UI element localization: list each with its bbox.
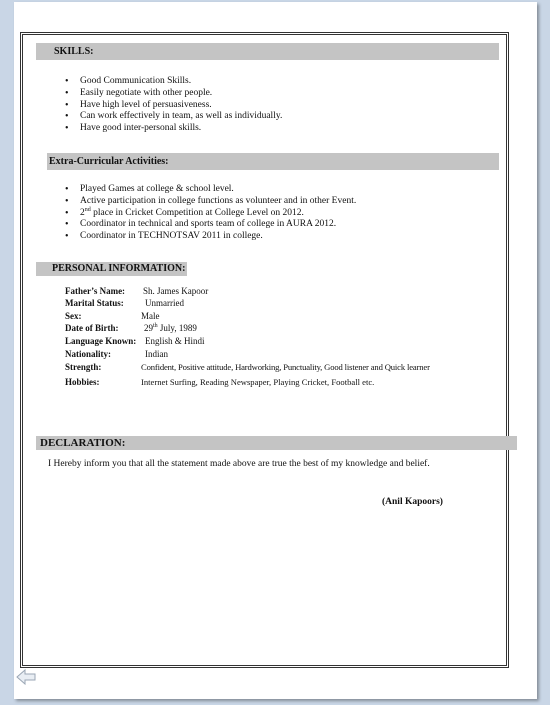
fathers-name-label: Father’s Name: — [65, 286, 126, 296]
list-item: • Played Games at college & school level. — [65, 184, 356, 196]
sex-value: Male — [141, 311, 160, 321]
extra-heading: Extra-Curricular Activities: — [49, 156, 169, 167]
sex-label: Sex: — [65, 311, 82, 321]
list-item: • Easily negotiate with other people. — [65, 88, 282, 100]
skills-heading: SKILLS: — [54, 46, 94, 57]
strength-value: Confident, Positive attitude, Hardworking, Punctuality, Good listener and Quick learner — [141, 362, 430, 372]
hobbies-label: Hobbies: — [65, 377, 100, 387]
dob-label: Date of Birth: — [65, 323, 119, 333]
signature: (Anil Kapoors) — [382, 497, 443, 507]
list-item: • Have high level of persuasiveness. — [65, 100, 282, 112]
list-item: • Active participation in college functions as volunteer and in other Event. — [65, 196, 356, 208]
list-item: • Coordinator in technical and sports team of college in AURA 2012. — [65, 219, 356, 231]
personal-heading-bar — [36, 262, 187, 276]
list-item: • Good Communication Skills. — [65, 76, 282, 88]
skills-heading-bar — [36, 43, 499, 60]
strength-label: Strength: — [65, 362, 102, 372]
personal-heading: PERSONAL INFORMATION: — [52, 263, 186, 274]
dob-value: 29th July, 1989 — [144, 323, 197, 333]
language-label: Language Known: — [65, 336, 137, 346]
marital-status-label: Marital Status: — [65, 298, 124, 308]
declaration-text: I Hereby inform you that all the statement made above are true the best of my knowledge and belief. — [48, 459, 430, 469]
back-arrow-icon[interactable] — [16, 669, 36, 685]
nationality-label: Nationality: — [65, 349, 111, 359]
list-item: • Coordinator in TECHNOTSAV 2011 in college. — [65, 231, 356, 243]
fathers-name-value: Sh. James Kapoor — [143, 286, 209, 296]
hobbies-value: Internet Surfing, Reading Newspaper, Playing Cricket, Football etc. — [141, 377, 375, 387]
list-item: • 2nd place in Cricket Competition at College Level on 2012. — [65, 208, 356, 220]
declaration-heading: DECLARATION: — [40, 437, 126, 449]
list-item: • Can work effectively in team, as well as individually. — [65, 111, 282, 123]
language-value: English & Hindi — [145, 336, 205, 346]
extra-list — [65, 184, 356, 243]
declaration-heading-bar — [36, 436, 517, 450]
extra-heading-bar — [47, 153, 499, 170]
list-item: • Have good inter-personal skills. — [65, 123, 282, 135]
skills-list — [65, 76, 282, 135]
marital-status-value: Unmarried — [145, 298, 184, 308]
nationality-value: Indian — [145, 349, 168, 359]
